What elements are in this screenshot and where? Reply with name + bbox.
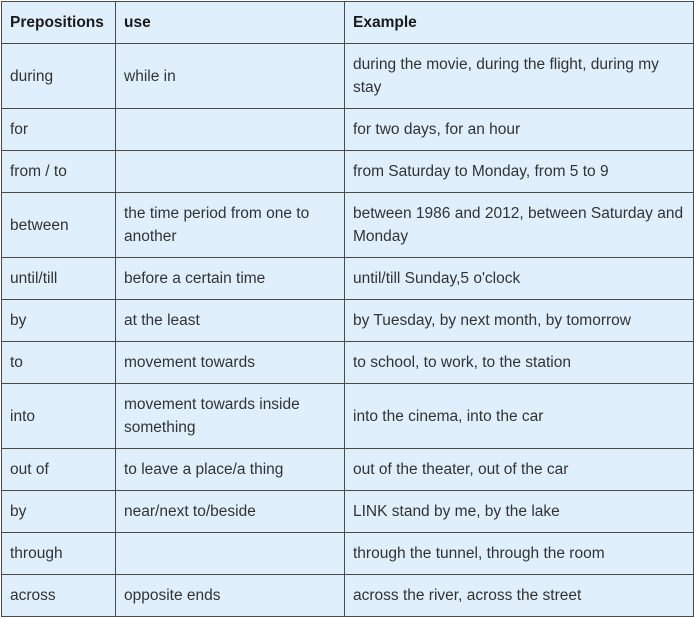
cell-example: during the movie, during the flight, during my stay — [345, 44, 694, 109]
cell-example: across the river, across the street — [345, 575, 694, 617]
cell-example: LINK stand by me, by the lake — [345, 491, 694, 533]
header-use: use — [116, 2, 345, 44]
cell-example: for two days, for an hour — [345, 109, 694, 151]
cell-example: out of the theater, out of the car — [345, 449, 694, 491]
cell-use: the time period from one to another — [116, 193, 345, 258]
table-row — [2, 449, 694, 491]
table-row — [2, 491, 694, 533]
cell-preposition: until/till — [2, 258, 116, 300]
cell-preposition: by — [2, 300, 116, 342]
cell-preposition: during — [2, 44, 116, 109]
cell-use: at the least — [116, 300, 345, 342]
cell-use: movement towards — [116, 342, 345, 384]
cell-preposition: for — [2, 109, 116, 151]
cell-use: movement towards inside something — [116, 384, 345, 449]
table-row — [2, 300, 694, 342]
cell-use — [116, 109, 345, 151]
cell-use: before a certain time — [116, 258, 345, 300]
cell-use — [116, 533, 345, 575]
cell-example: by Tuesday, by next month, by tomorrow — [345, 300, 694, 342]
table-row — [2, 109, 694, 151]
cell-example: through the tunnel, through the room — [345, 533, 694, 575]
cell-preposition: out of — [2, 449, 116, 491]
table-row — [2, 193, 694, 258]
cell-use: near/next to/beside — [116, 491, 345, 533]
cell-example: to school, to work, to the station — [345, 342, 694, 384]
cell-preposition: through — [2, 533, 116, 575]
cell-use: while in — [116, 44, 345, 109]
cell-preposition: by — [2, 491, 116, 533]
cell-preposition: between — [2, 193, 116, 258]
cell-use: to leave a place/a thing — [116, 449, 345, 491]
header-prepositions: Prepositions — [2, 2, 116, 44]
cell-preposition: from / to — [2, 151, 116, 193]
table-row — [2, 44, 694, 109]
table-row — [2, 575, 694, 617]
cell-preposition: across — [2, 575, 116, 617]
cell-use — [116, 151, 345, 193]
prepositions-table — [1, 1, 694, 617]
table-row — [2, 342, 694, 384]
cell-preposition: into — [2, 384, 116, 449]
table-row — [2, 258, 694, 300]
table-row — [2, 151, 694, 193]
cell-example: from Saturday to Monday, from 5 to 9 — [345, 151, 694, 193]
table-header-row — [2, 2, 694, 44]
header-example: Example — [345, 2, 694, 44]
cell-example: between 1986 and 2012, between Saturday and Monday — [345, 193, 694, 258]
cell-example: until/till Sunday,5 o'clock — [345, 258, 694, 300]
cell-use: opposite ends — [116, 575, 345, 617]
table-row — [2, 384, 694, 449]
table-row — [2, 533, 694, 575]
cell-example: into the cinema, into the car — [345, 384, 694, 449]
cell-preposition: to — [2, 342, 116, 384]
